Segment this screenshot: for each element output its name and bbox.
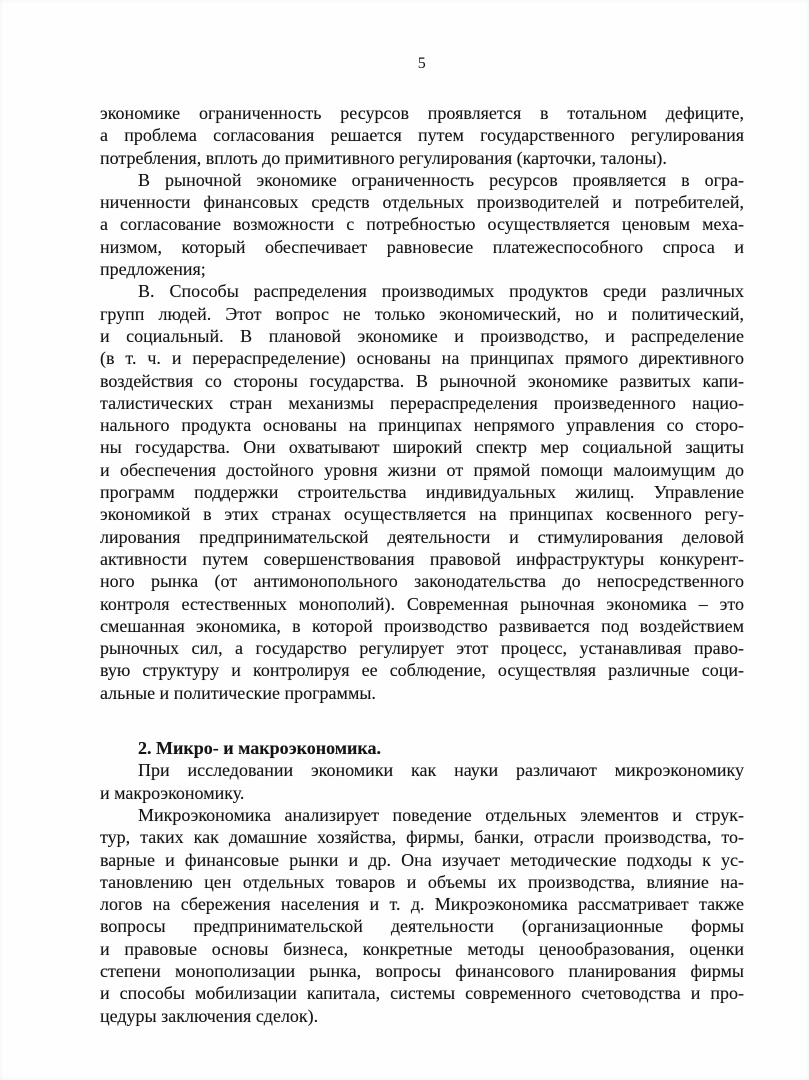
text-line: логов на сбережения населения и т. д. Микроэкономика рассматривает также	[100, 894, 744, 915]
text-line: активности путем совершенствования правовой инфраструктуры конкурент-	[100, 548, 744, 569]
text-line: контроля естественных монополий). Современная рыночная экономика – это	[100, 593, 744, 614]
paragraph	[100, 280, 744, 704]
text-line: В. Способы распределения производимых продуктов среди различных	[138, 281, 744, 302]
text-line: В рыночной экономике ограниченность ресурсов проявляется в огра-	[138, 169, 744, 190]
text-line: ниченности финансовых средств отдельных производителей и потребителей,	[100, 192, 744, 213]
text-line: При исследовании экономики как науки различают микроэкономику	[138, 760, 744, 781]
text-line: смешанная экономика, в которой производство развивается под воздействием	[100, 615, 744, 636]
text-line: варные и финансовые рынки и др. Она изучает методические подходы к ус-	[100, 849, 744, 870]
paragraph	[100, 804, 744, 1027]
text-body	[100, 102, 744, 1027]
text-line: тановлению цен отдельных товаров и объемы их производства, влияние на-	[100, 871, 744, 892]
text-line: ного рынка (от антимонопольного законодательства до непосредственного	[100, 571, 744, 592]
text-line: программ поддержки строительства индивидуальных жилищ. Управление	[100, 482, 744, 503]
page-number: 5	[417, 55, 427, 72]
text-line: вопросы предпринимательской деятельности (организационные формы	[100, 916, 744, 937]
text-line: рыночных сил, а государство регулирует этот процесс, устанавливая право-	[100, 638, 744, 659]
text-line: альные и политические программы.	[100, 682, 376, 703]
text-line: талистических стран механизмы перераспределения произведенного нацио-	[100, 392, 744, 413]
text-line: ны государства. Они охватывают широкий спектр мер социальной защиты	[100, 437, 744, 458]
text-line: (в т. ч. и перераспределение) основаны на принципах прямого директивного	[100, 348, 744, 369]
text-line: и социальный. В плановой экономике и производство, и распределение	[100, 325, 744, 346]
text-line: экономикой в этих странах осуществляется на принципах косвенного регу-	[100, 504, 744, 525]
paragraph	[100, 759, 744, 804]
text-line: а проблема согласования решается путем государственного регулирования	[100, 125, 744, 146]
section-heading	[100, 737, 744, 759]
text-line: 2. Микро- и макроэкономика.	[138, 738, 382, 759]
text-line: тур, таких как домашние хозяйства, фирмы, банки, отрасли производства, то-	[100, 827, 744, 848]
text-line: и правовые основы бизнеса, конкретные методы ценообразования, оценки	[100, 938, 744, 959]
text-line: Микроэкономика анализирует поведение отдельных элементов и струк-	[138, 804, 744, 825]
text-line: лирования предпринимательской деятельности и стимулирования деловой	[100, 526, 744, 547]
text-line: и способы мобилизации капитала, системы современного счетоводства и про-	[100, 983, 744, 1004]
text-line: групп людей. Этот вопрос не только экономический, но и политический,	[100, 303, 744, 324]
text-line: степени монополизации рынка, вопросы финансового планирования фирмы	[100, 960, 744, 981]
text-line: нального продукта основаны на принципах непрямого управления со сторо-	[100, 415, 744, 436]
text-line: экономике ограниченность ресурсов проявляется в тотальном дефиците,	[100, 103, 744, 123]
text-line: вую структуру и контролируя ее соблюдение, осуществляя различные соци-	[100, 660, 744, 681]
text-line: цедуры заключения сделок).	[100, 1005, 319, 1026]
text-line: воздействия со стороны государства. В рыночной экономике развитых капи-	[100, 370, 744, 391]
paragraph	[100, 102, 744, 169]
text-line: потребления, вплоть до примитивного регулирования (карточки, талоны).	[100, 147, 667, 168]
text-line: низмом, который обеспечивает равновесие платежеспособного спроса и	[100, 236, 744, 257]
text-line: предложения;	[100, 259, 206, 280]
text-line: а согласование возможности с потребностью осуществляется ценовым меха-	[100, 214, 744, 235]
text-line: и макроэкономику.	[100, 782, 245, 803]
text-line: и обеспечения достойного уровня жизни от прямой помощи малоимущим до	[100, 459, 744, 480]
paragraph	[100, 169, 744, 280]
